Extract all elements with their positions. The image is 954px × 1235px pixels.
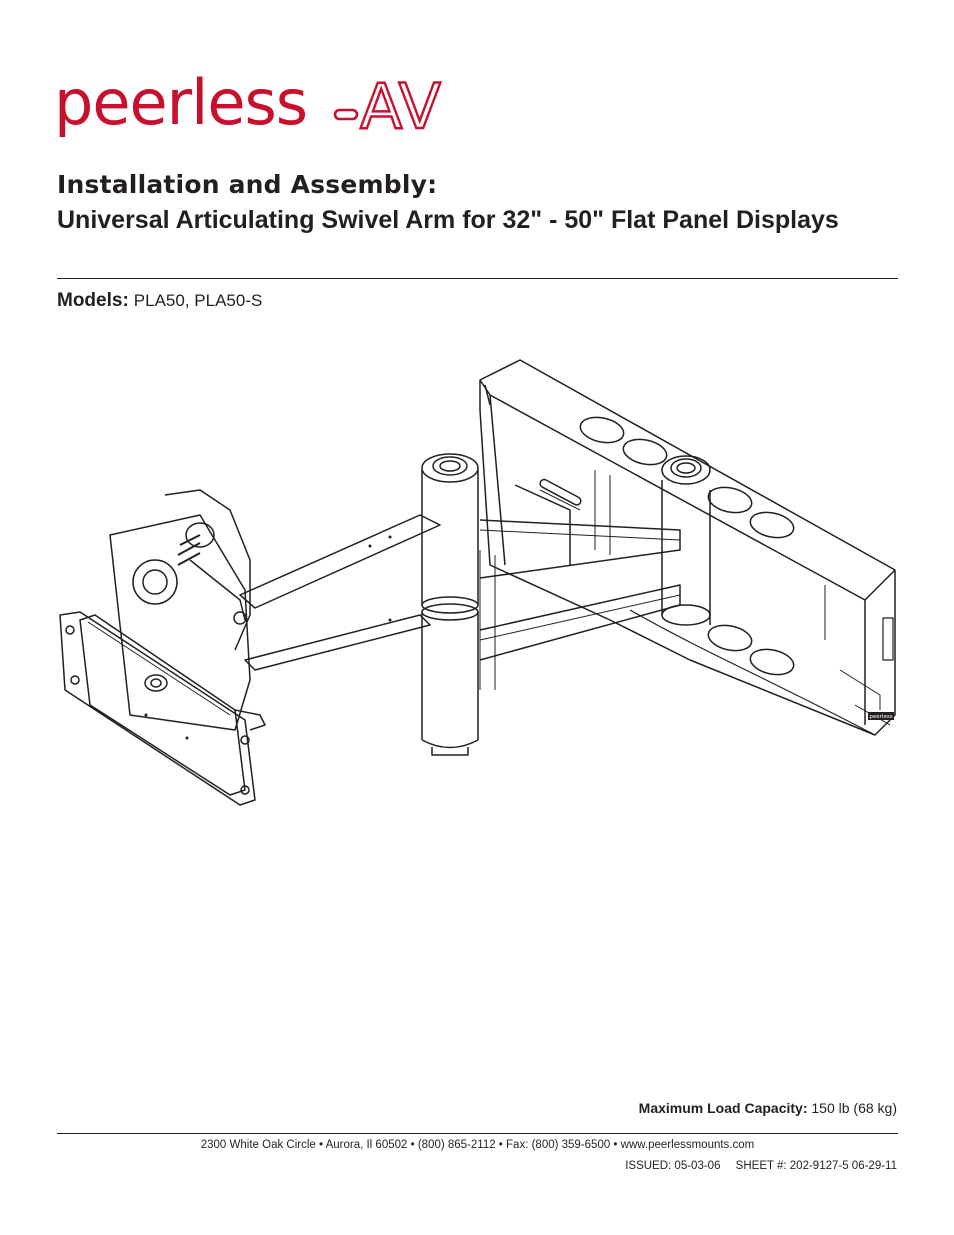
issue-info — [625, 1160, 897, 1172]
document-title: Installation and Assembly: — [57, 170, 438, 199]
logo-suffix-text: AV — [360, 70, 441, 143]
models-value: PLA50, PLA50-S — [133, 291, 263, 310]
arm-links — [240, 515, 680, 690]
capacity-label: Maximum Load Capacity: — [638, 1100, 808, 1116]
capacity-value: 150 lb (68 kg) — [811, 1100, 897, 1116]
logo-brand-text: peerless — [54, 66, 308, 139]
models-line — [57, 290, 262, 312]
display-bracket — [60, 612, 265, 805]
sheet-number: SHEET #: 202-9127-5 06-29-11 — [735, 1160, 897, 1172]
center-pivot-column — [422, 454, 478, 755]
tilt-head — [110, 490, 250, 730]
issued-date: ISSUED: 05-03-06 — [625, 1160, 721, 1172]
models-label: Models: — [57, 290, 129, 311]
company-address: 2300 White Oak Circle • Aurora, Il 60502 • (800) 865-2112 • Fax: (800) 359-6500 • www.peerlessmounts.com — [200, 1139, 755, 1151]
document-subtitle: Universal Articulating Swivel Arm for 32" - 50" Flat Panel Displays — [57, 206, 839, 234]
footer-divider — [57, 1133, 898, 1134]
wall-plate-brand-label: peerless — [869, 714, 893, 720]
peerless-av-logo — [52, 52, 452, 162]
logo-dash — [335, 110, 357, 119]
wall-plate — [480, 360, 895, 735]
max-load-capacity — [639, 1100, 897, 1116]
swivel-arm-illustration — [50, 350, 910, 820]
wall-pivot-post — [662, 456, 710, 625]
header-divider — [57, 278, 898, 279]
